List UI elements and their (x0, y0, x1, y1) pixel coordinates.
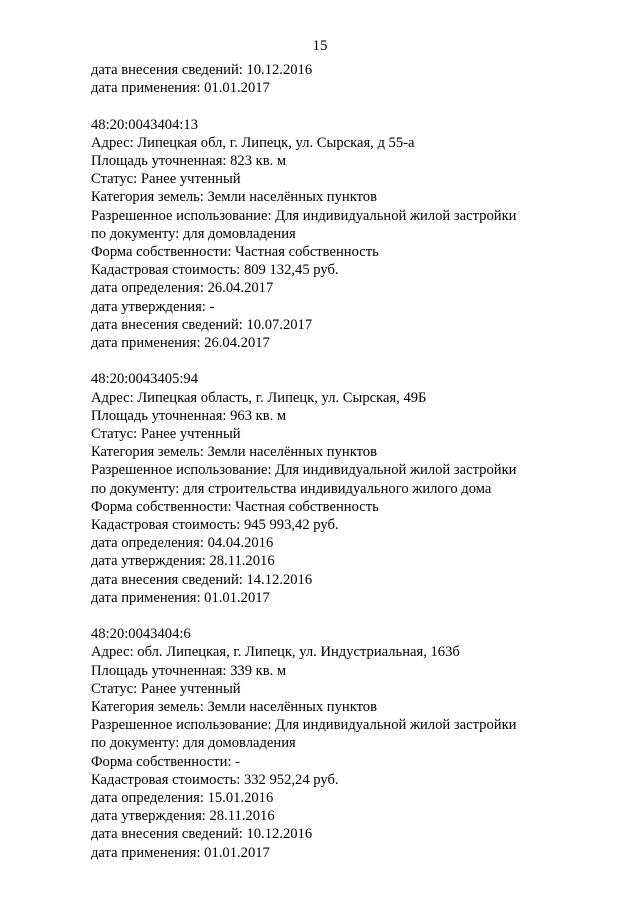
record-line: дата утверждения: 28.11.2016 (91, 553, 275, 570)
record-block (91, 116, 591, 353)
record-line: Форма собственности: Частная собственность (91, 498, 379, 515)
record-line: Разрешенное использование: Для индивидуальной жилой застройки (91, 462, 517, 479)
intro-line: дата применения: 01.01.2017 (91, 80, 270, 97)
record-line: по документу: для строительства индивидуального жилого дома (91, 480, 492, 497)
record-line: Разрешенное использование: Для индивидуальной жилой застройки (91, 207, 517, 224)
record-cadastral-number: 48:20:0043404:6 (91, 626, 191, 643)
record-line: Категория земель: Земли населённых пунктов (91, 444, 377, 461)
record-line: Кадастровая стоимость: 945 993,42 руб. (91, 517, 339, 534)
record-line: дата применения: 26.04.2017 (91, 335, 270, 352)
record-block (91, 625, 591, 862)
record-line: Адрес: обл. Липецкая, г. Липецк, ул. Индустриальная, 163б (91, 644, 460, 661)
record-line: дата внесения сведений: 10.07.2017 (91, 316, 313, 333)
record-line: дата применения: 01.01.2017 (91, 844, 270, 861)
record-line: дата утверждения: - (91, 298, 215, 315)
record-line: Площадь уточненная: 339 кв. м (91, 662, 287, 679)
spacer (91, 607, 591, 625)
record-line: Статус: Ранее учтенный (91, 426, 241, 443)
record-line: Адрес: Липецкая обл, г. Липецк, ул. Сырская, д 55-а (91, 134, 415, 151)
record-line: дата применения: 01.01.2017 (91, 589, 270, 606)
record-line: по документу: для домовладения (91, 735, 296, 752)
record-line: Кадастровая стоимость: 809 132,45 руб. (91, 262, 339, 279)
record-line: Площадь уточненная: 823 кв. м (91, 153, 287, 169)
page-number: 15 (312, 38, 328, 54)
intro-block (91, 61, 591, 97)
record-line: Статус: Ранее учтенный (91, 680, 241, 697)
record-line: дата определения: 26.04.2017 (91, 280, 274, 297)
record-line: по документу: для домовладения (91, 225, 296, 242)
record-line: Форма собственности: - (91, 753, 241, 770)
spacer (91, 352, 591, 370)
record-line: дата определения: 15.01.2016 (91, 790, 274, 807)
record-line: Разрешенное использование: Для индивидуальной жилой застройки (91, 717, 517, 734)
record-line: Форма собственности: Частная собственность (91, 244, 379, 261)
record-cadastral-number: 48:20:0043405:94 (91, 371, 199, 388)
record-line: Кадастровая стоимость: 332 952,24 руб. (91, 771, 339, 788)
record-line: дата утверждения: 28.11.2016 (91, 808, 275, 825)
record-line: дата внесения сведений: 14.12.2016 (91, 571, 313, 588)
document-body (91, 61, 591, 862)
spacer (91, 97, 591, 115)
record-cadastral-number: 48:20:0043404:13 (91, 116, 199, 133)
record-block (91, 370, 591, 607)
record-line: Адрес: Липецкая область, г. Липецк, ул. Сырская, 49Б (91, 389, 427, 406)
record-line: дата определения: 04.04.2016 (91, 535, 274, 552)
record-line: Площадь уточненная: 963 кв. м (91, 407, 287, 424)
record-line: Категория земель: Земли населённых пунктов (91, 189, 377, 206)
record-line: Статус: Ранее учтенный (91, 171, 241, 188)
record-line: Категория земель: Земли населённых пунктов (91, 699, 377, 716)
record-line: дата внесения сведений: 10.12.2016 (91, 826, 313, 843)
intro-line: дата внесения сведений: 10.12.2016 (91, 62, 313, 78)
